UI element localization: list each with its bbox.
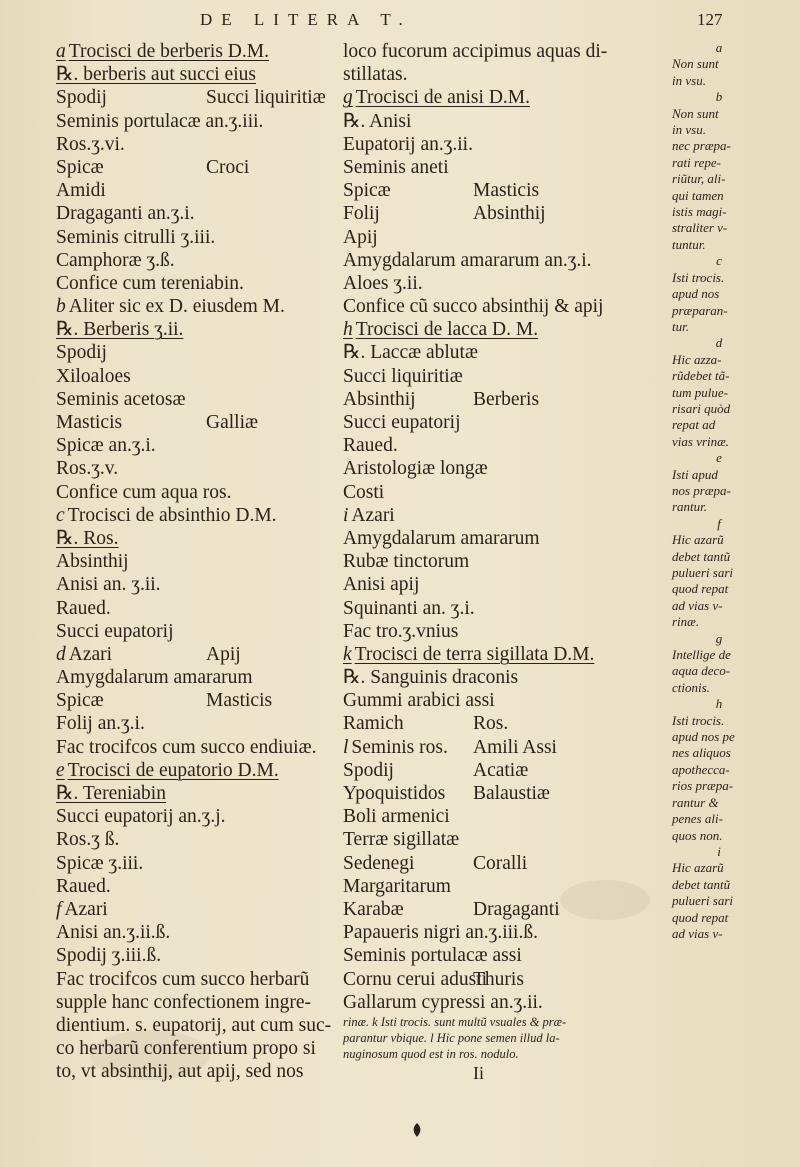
text-line (343, 968, 633, 991)
text-line (56, 550, 348, 573)
line-text: Dragaganti an.ʒ.i. (56, 203, 195, 225)
margin-note-line: ad vias v- (672, 597, 723, 613)
fleuron-icon (410, 1122, 424, 1138)
line-text: Fac trocifcos cum succo endiuiæ. (56, 736, 317, 758)
line-text: Seminis ros. (351, 736, 448, 758)
line-text: Gallarum cypressi an.ʒ.ii. (343, 991, 543, 1013)
margin-note-line: qui tamen (672, 187, 724, 203)
margin-note-letter: f (717, 515, 721, 531)
line-text: ℞. berberis aut succi eius (56, 64, 256, 86)
margin-note-line: rantur & (672, 794, 719, 810)
line-text: Spodij (56, 87, 107, 109)
line-text: Absinthij (56, 551, 129, 573)
text-line (56, 712, 348, 735)
catchword: Ii (473, 1062, 484, 1083)
line-text-second: Dragaganti (473, 898, 560, 920)
line-text: Costi (343, 481, 385, 503)
middle-column (343, 40, 633, 1084)
text-line (343, 620, 633, 643)
line-text: Confice cum tereniabin. (56, 272, 244, 294)
line-text: Seminis aneti (343, 156, 449, 178)
line-text: Fac trocifcos cum succo herbarũ (56, 968, 310, 990)
line-text: Azari (64, 898, 108, 920)
line-text: Spodij (343, 759, 394, 781)
margin-note-line: pulueri sari (672, 565, 734, 580)
text-line (56, 411, 348, 434)
text-line (56, 110, 348, 133)
text-line (56, 272, 348, 295)
footnote-line: rinæ. k Isti trocis. sunt multũ vsuales & præ- (343, 1014, 567, 1029)
line-text: Sedenegi (343, 852, 415, 874)
text-line (343, 712, 633, 735)
line-text: Anisi an. ʒ.ii. (56, 574, 161, 596)
line-text-second: Berberis (473, 388, 540, 410)
line-text: Spicæ (56, 690, 104, 712)
line-text: Folij an.ʒ.i. (56, 713, 145, 735)
margin-note-line: tum pulue- (672, 384, 728, 400)
line-text: Amidi (56, 180, 106, 202)
note-marker: b (56, 296, 66, 318)
text-line (343, 805, 633, 828)
text-line (343, 550, 633, 573)
margin-notes (672, 40, 796, 942)
text-line (343, 249, 633, 272)
text-line (343, 643, 633, 666)
note-marker: d (56, 643, 66, 665)
margin-note-line: debet tantũ (672, 548, 731, 564)
text-line (56, 481, 348, 504)
text-line (343, 63, 633, 86)
line-text: Trocisci de berberis D.M. (68, 41, 269, 62)
line-text: ℞. Laccæ ablutæ (343, 342, 478, 364)
text-line (56, 133, 348, 156)
text-line (56, 40, 348, 63)
line-text: Amygdalarum amararum (343, 527, 540, 549)
line-text-second: Masticis (206, 690, 273, 712)
text-line (56, 434, 348, 457)
margin-note-line: Intellige de (672, 647, 731, 663)
margin-note-line: vias vrinæ. (672, 433, 730, 449)
text-line (56, 875, 348, 898)
margin-note-line: risari quòd (672, 400, 731, 416)
line-text-second: Apij (206, 643, 241, 665)
line-text: Trocisci de eupatorio D.M. (67, 759, 279, 781)
line-text: Aloes ʒ.ii. (343, 272, 423, 294)
line-text: Seminis portulacæ an.ʒ.iii. (56, 110, 264, 132)
margin-note-letter: i (717, 843, 721, 859)
line-text: Trocisci de anisi D.M. (355, 87, 530, 109)
line-text: Spicæ (56, 156, 104, 178)
text-line (56, 898, 348, 921)
margin-note-line: debet tantũ (672, 876, 731, 892)
line-text: Masticis (56, 412, 123, 433)
line-text: Confice cum aqua ros. (56, 481, 232, 503)
text-line (56, 388, 348, 411)
text-line (56, 944, 348, 967)
text-line (343, 295, 633, 318)
line-text: Ypoquistidos (343, 783, 446, 804)
margin-note-line: præparan- (672, 302, 728, 318)
text-line (343, 226, 633, 249)
text-line (343, 202, 633, 225)
text-line (343, 40, 633, 63)
text-line (343, 898, 633, 921)
note-marker: k (343, 643, 352, 665)
margin-note-letter: g (715, 630, 723, 646)
text-line (343, 133, 633, 156)
line-text: Gummi arabici assi (343, 690, 495, 712)
line-text: Seminis portulacæ assi (343, 945, 522, 967)
margin-note-letter: b (715, 89, 723, 105)
text-line (343, 341, 633, 364)
text-line (56, 295, 348, 318)
margin-note-line: penes ali- (672, 811, 723, 827)
text-line (343, 666, 633, 689)
line-text: Aliter sic ex D. eiusdem M. (68, 296, 285, 318)
margin-note-line: nec præpa- (672, 138, 731, 154)
page-header (0, 10, 800, 36)
margin-note-line: istis magi- (672, 204, 727, 220)
line-text: Karabæ (343, 898, 404, 920)
note-marker: a (56, 41, 66, 62)
line-text: Ramich (343, 713, 404, 735)
line-text: Raued. (56, 875, 111, 897)
line-text: Azari (68, 643, 113, 665)
line-text: Raued. (343, 435, 398, 457)
line-text: Terræ sigillatæ (343, 829, 460, 851)
text-line (56, 921, 348, 944)
text-line (56, 156, 348, 179)
text-line (343, 272, 633, 295)
line-text: Camphoræ ʒ.ß. (56, 249, 175, 271)
line-text: Succi liquiritiæ (343, 365, 463, 387)
text-line (56, 341, 348, 364)
line-text: ℞. Tereniabin (56, 783, 166, 804)
margin-note-line: Isti apud (672, 466, 718, 482)
line-text-second: Succi liquiritiæ (206, 87, 326, 109)
text-line (56, 457, 348, 480)
line-text: Confice cũ succo absinthij & apij (343, 296, 604, 318)
line-text: Squinanti an. ʒ.i. (343, 597, 475, 619)
text-line (343, 828, 633, 851)
text-line (343, 388, 633, 411)
text-line (343, 921, 633, 944)
margin-note-letter: h (715, 696, 723, 712)
text-line (56, 1060, 348, 1083)
line-text: Raued. (56, 597, 111, 619)
margin-note-line: Hic azza- (672, 351, 722, 367)
margin-note-line: tur. (672, 318, 689, 334)
margin-note-line: ctionis. (672, 679, 710, 695)
text-line (343, 736, 633, 759)
line-text: ℞. Anisi (343, 110, 412, 132)
text-line (56, 759, 348, 782)
line-text-second: Ros. (473, 713, 509, 735)
line-text: Succi eupatorij an.ʒ.j. (56, 806, 226, 828)
margin-note-line: quod repat (672, 909, 729, 925)
text-line (56, 736, 348, 759)
text-line (56, 782, 348, 805)
margin-note-line: Non sunt (672, 105, 719, 121)
line-text: stillatas. (343, 64, 408, 86)
text-line (343, 689, 633, 712)
text-line (343, 179, 633, 202)
line-text: Ros.ʒ.v. (56, 458, 119, 480)
margin-note-line: apud nos pe (672, 729, 735, 745)
text-line (343, 86, 633, 109)
line-text: Spicæ ʒ.iii. (56, 852, 144, 874)
running-head: DE LITERA T. (200, 10, 412, 29)
text-line (56, 318, 348, 341)
margin-note-line: Hic azarũ (672, 532, 724, 548)
line-text: ℞. Berberis ʒ.ii. (56, 319, 184, 341)
margin-note-letter: e (716, 450, 722, 466)
page-number: 127 (697, 10, 723, 29)
text-line (56, 63, 348, 86)
margin-note-line: Isti trocis. (672, 269, 725, 285)
text-line (343, 782, 633, 805)
text-line (56, 1014, 348, 1037)
line-text: Absinthij (343, 388, 416, 410)
text-line (343, 434, 633, 457)
text-line (56, 365, 348, 388)
note-marker: i (343, 504, 349, 526)
line-text: Xiloaloes (56, 365, 131, 387)
line-text: Papaueris nigri an.ʒ.iii.ß. (343, 922, 538, 944)
margin-note-line: pulueri sari (672, 893, 734, 909)
text-line (56, 573, 348, 596)
margin-note-line: rios præpa- (672, 778, 734, 794)
left-column (56, 40, 348, 1083)
line-text: Anisi an.ʒ.ii.ß. (56, 922, 171, 944)
line-text: Trocisci de absinthio D.M. (67, 504, 277, 526)
margin-note-line: Hic azarũ (672, 860, 724, 876)
margin-note-line: rũdebet tã- (672, 368, 730, 384)
text-line (56, 805, 348, 828)
text-line (343, 875, 633, 898)
margin-note-line: rati repe- (672, 154, 721, 170)
text-line (56, 179, 348, 202)
note-marker: g (343, 87, 353, 109)
text-line (56, 828, 348, 851)
text-line (343, 318, 633, 341)
line-text: Trocisci de terra sigillata D.M. (354, 643, 595, 665)
text-line (56, 504, 348, 527)
line-text: Amygdalarum amararum (56, 667, 253, 689)
note-marker: c (56, 504, 65, 526)
text-line (343, 481, 633, 504)
margin-note-line: straliter v- (672, 220, 728, 236)
text-line (56, 226, 348, 249)
text-line (343, 411, 633, 434)
line-text: Azari (351, 504, 395, 526)
line-text-second: Coralli (473, 852, 528, 874)
note-marker: f (56, 898, 62, 920)
line-text: Anisi apij (343, 574, 420, 596)
line-text: Succi eupatorij (56, 620, 174, 642)
line-text-second: Thuris (473, 968, 524, 990)
text-line (343, 365, 633, 388)
footnote-line: parantur vbique. l Hic pone semen illud la- (343, 1030, 560, 1045)
line-text: Aristologiæ longæ (343, 458, 488, 480)
line-text: Ros.ʒ.vi. (56, 133, 125, 155)
line-text: Spodij ʒ.iii.ß. (56, 945, 162, 967)
text-line (343, 759, 633, 782)
text-line (343, 852, 633, 875)
line-text: Seminis acetosæ (56, 388, 186, 410)
text-line (56, 202, 348, 225)
note-marker: h (343, 319, 353, 341)
text-line (343, 597, 633, 620)
margin-note-line: Isti trocis. (672, 712, 725, 728)
margin-note-line: quod repat (672, 581, 729, 597)
line-text-second: Acatiæ (473, 759, 529, 781)
margin-note-line: in vsu. (672, 122, 706, 138)
note-marker: l (343, 736, 349, 758)
line-text: Trocisci de lacca D. M. (355, 319, 539, 341)
margin-note-line: apothecca- (672, 761, 730, 777)
text-line (56, 968, 348, 991)
margin-note-line: Non sunt (672, 56, 719, 72)
line-text: Seminis citrulli ʒ.iii. (56, 226, 216, 248)
margin-note-line: aqua deco- (672, 663, 731, 679)
line-text: Fac tro.ʒ.vnius (343, 620, 459, 642)
margin-note-line: riũtur, ali- (672, 171, 726, 187)
text-line (343, 504, 633, 527)
line-text-second: Balaustiæ (473, 783, 550, 804)
margin-note-line: tuntur. (672, 236, 706, 252)
line-text: Eupatorij an.ʒ.ii. (343, 133, 473, 155)
line-text: Folij (343, 203, 380, 225)
line-text: ℞. Ros. (56, 527, 119, 549)
margin-note-line: rantur. (672, 499, 708, 515)
margin-note-letter: d (715, 335, 723, 351)
text-line (56, 689, 348, 712)
text-line (343, 457, 633, 480)
margin-note-line: ad vias v- (672, 925, 723, 941)
text-line (56, 991, 348, 1014)
line-text: Boli armenici (343, 806, 450, 828)
line-text: Amygdalarum amararum an.ʒ.i. (343, 249, 592, 271)
line-text: supple hanc confectionem ingre- (56, 991, 312, 1013)
margin-note-letter: c (716, 253, 722, 269)
line-text-second: Croci (206, 156, 250, 178)
line-text: loco fucorum accipimus aquas di- (343, 41, 608, 62)
line-text: to, vt absinthij, aut apij, sed nos (56, 1061, 304, 1083)
line-text: dientium. s. eupatorij, aut cum suc- (56, 1014, 332, 1036)
text-line (343, 991, 633, 1014)
line-text: Spicæ an.ʒ.i. (56, 435, 156, 457)
margin-note-line: repat ad (672, 417, 716, 433)
margin-note-line: nes aliquos (672, 745, 731, 761)
margin-note-line: in vsu. (672, 72, 706, 88)
line-text-second: Amili Assi (473, 736, 557, 758)
text-line (343, 527, 633, 550)
text-line (56, 643, 348, 666)
line-text: co herbarũ conferentium propo si (56, 1038, 316, 1060)
footnote-line: nuginosum quod est in ros. nodulo. (343, 1046, 519, 1061)
text-line (56, 852, 348, 875)
margin-note-line: rinæ. (672, 614, 700, 630)
text-line (56, 666, 348, 689)
text-line (56, 249, 348, 272)
line-text: Spodij (56, 342, 107, 364)
line-text-second: Masticis (473, 180, 540, 202)
line-text-second: Galliæ (206, 412, 258, 433)
line-text: Cornu cerui adusti (343, 968, 488, 990)
text-line (56, 1037, 348, 1060)
margin-note-line: apud nos (672, 286, 720, 302)
text-line (56, 597, 348, 620)
text-line (56, 86, 348, 109)
text-line (343, 156, 633, 179)
line-text: ℞. Sanguinis draconis (343, 667, 519, 689)
text-line (343, 573, 633, 596)
line-text: Rubæ tinctorum (343, 551, 470, 573)
line-text: Apij (343, 226, 378, 248)
line-text-second: Absinthij (473, 203, 546, 225)
text-line (343, 944, 633, 967)
margin-note-letter: a (715, 40, 723, 55)
line-text: Spicæ (343, 180, 391, 202)
text-line (56, 527, 348, 550)
margin-note-line: nos præpa- (672, 482, 731, 498)
margin-note-line: quos non. (672, 827, 723, 843)
note-marker: e (56, 759, 65, 781)
text-line (343, 110, 633, 133)
line-text: Succi eupatorij (343, 412, 461, 433)
line-text: Margaritarum (343, 875, 451, 897)
text-line (56, 620, 348, 643)
line-text: Ros.ʒ ß. (56, 829, 120, 851)
